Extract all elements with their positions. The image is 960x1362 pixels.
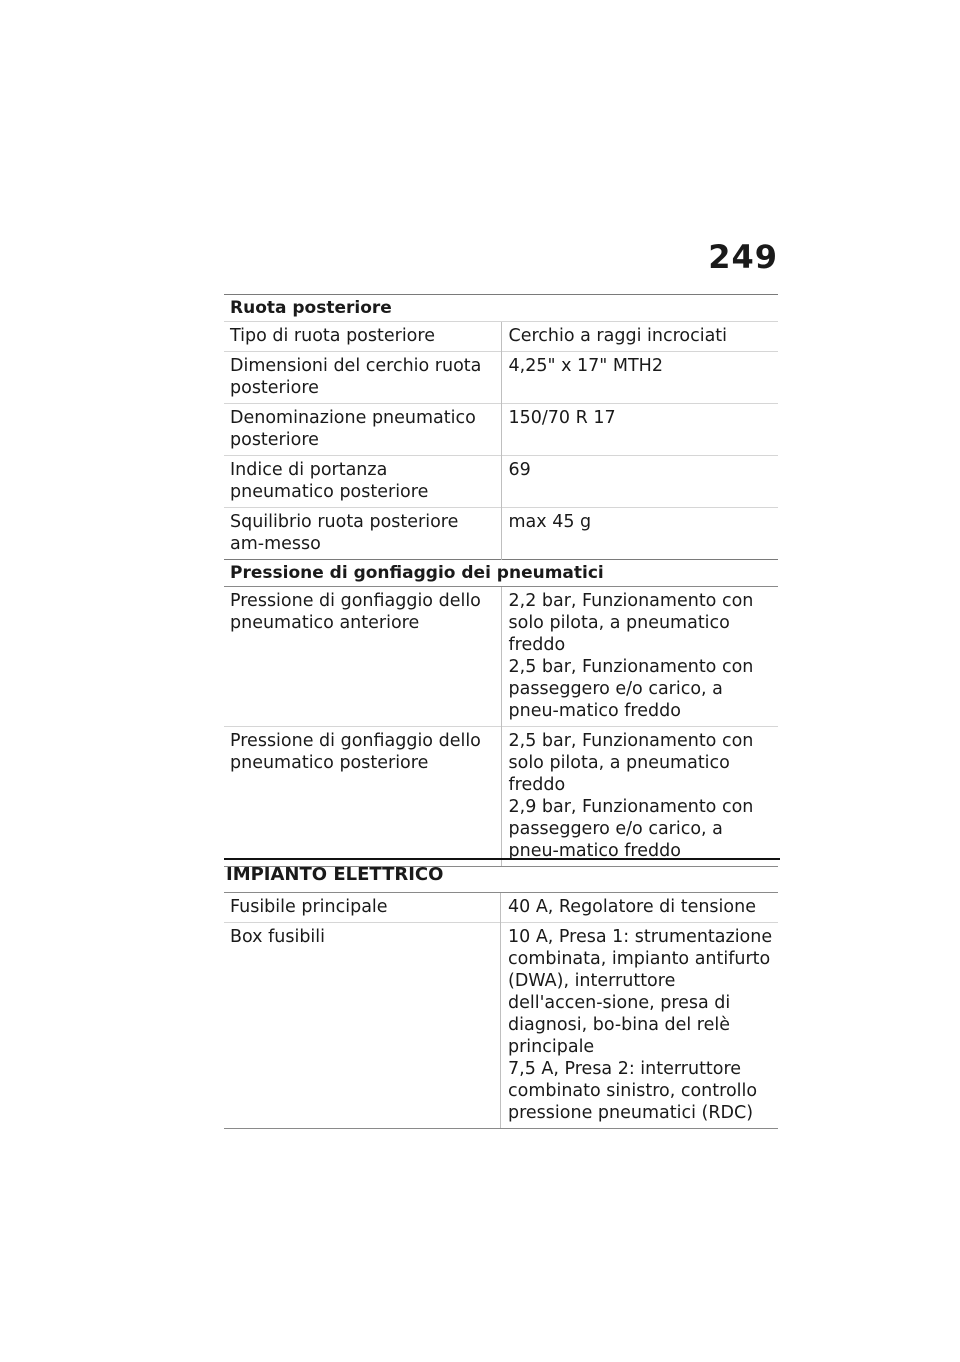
spec-value [501,923,779,1129]
section-heading-electrical: IMPIANTO ELETTRICO [224,858,780,892]
section-heading-tire-pressure: Pressione di gonfiaggio dei pneumatici [224,560,778,587]
section-row-tire-pressure [224,560,778,587]
value-line: 150/70 R 17 [508,408,616,428]
value-line: 40 A, Regolatore di tensione [508,897,756,917]
spec-value [501,404,778,456]
spec-label: Fusibile principale [224,893,501,923]
spec-label: Box fusibili [224,923,501,1129]
table-row [224,456,778,508]
table-row [224,404,778,456]
value-line: 69 [508,460,531,480]
spec-label: Denominazione pneumatico posteriore [224,404,501,456]
value-line: 2,5 bar, Funzionamento con solo pilota, a pneumatico freddo [508,731,754,795]
value-line: 2,9 bar, Funzionamento con passeggero e/o carico, a pneu-matico freddo [508,797,754,861]
wheel-and-tire-spec-table [224,294,778,867]
spec-value [501,587,778,727]
section-row-rear-wheel [224,295,778,322]
table-row [224,727,778,867]
table-row [224,587,778,727]
value-line: 7,5 A, Presa 2: interruttore combinato sinistro, controllo pressione pneumatici (RDC) [508,1059,758,1123]
spec-value [501,456,778,508]
spec-value [501,322,778,352]
spec-label: Squilibrio ruota posteriore am-messo [224,508,501,560]
section-heading-rear-wheel: Ruota posteriore [224,295,778,322]
electrical-spec-table [224,892,778,1129]
spec-value [501,352,778,404]
spec-label: Pressione di gonfiaggio dello pneumatico posteriore [224,727,501,867]
table-row [224,923,778,1129]
table-row [224,352,778,404]
spec-label: Tipo di ruota posteriore [224,322,501,352]
spec-label: Indice di portanza pneumatico posteriore [224,456,501,508]
value-line: 2,5 bar, Funzionamento con passeggero e/o carico, a pneu-matico freddo [508,657,754,721]
spec-label: Pressione di gonfiaggio dello pneumatico anteriore [224,587,501,727]
value-line: 4,25" x 17" MTH2 [508,356,663,376]
page-number: 249 [708,238,778,276]
spec-label: Dimensioni del cerchio ruota posteriore [224,352,501,404]
value-line: 2,2 bar, Funzionamento con solo pilota, a pneumatico freddo [508,591,754,655]
table-row [224,893,778,923]
spec-value [501,893,779,923]
spec-value [501,727,778,867]
table-row [224,508,778,560]
table-row [224,322,778,352]
value-line: Cerchio a raggi incrociati [508,326,728,346]
value-line: 10 A, Presa 1: strumentazione combinata, impianto antifurto (DWA), interruttore dell'accen-sione, presa di diagnosi, bo-bina del relè principale [508,927,773,1057]
spec-value [501,508,778,560]
value-line: max 45 g [508,512,592,532]
